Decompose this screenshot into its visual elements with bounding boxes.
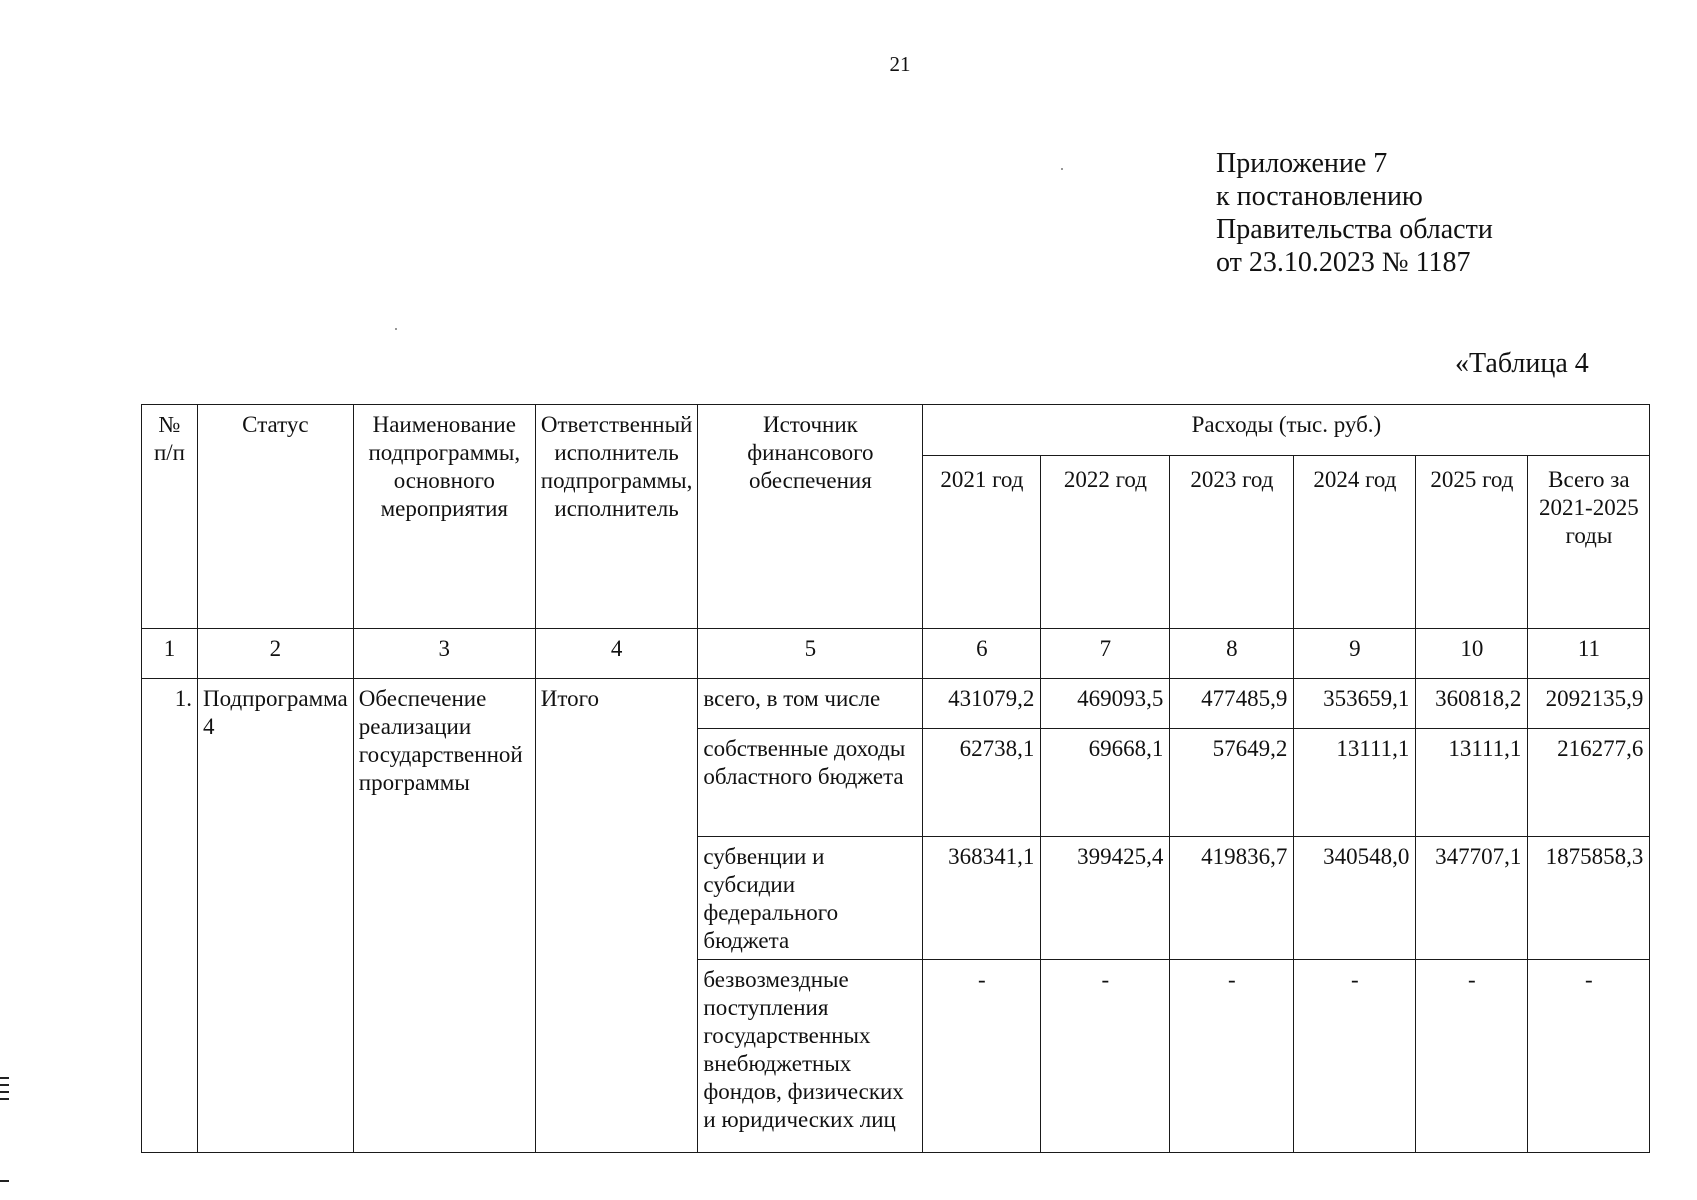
value-cell: 1875858,3 (1528, 837, 1650, 960)
entry-num: 1. (142, 679, 198, 1153)
appendix-line-2: к постановлению (1216, 181, 1423, 212)
appendix-line-3: Правительства области (1216, 214, 1493, 245)
entry-executor: Итого (535, 679, 698, 1153)
header-2024: 2024 год (1294, 456, 1416, 629)
value-cell: 477485,9 (1170, 679, 1294, 729)
column-number: 4 (535, 629, 698, 679)
table-row (142, 679, 1650, 729)
column-number: 6 (923, 629, 1041, 679)
header-row-1 (142, 405, 1650, 456)
column-number: 1 (142, 629, 198, 679)
value-cell: - (1528, 960, 1650, 1153)
value-cell: 340548,0 (1294, 837, 1416, 960)
table-caption: «Таблица 4 (1455, 348, 1589, 379)
column-number: 7 (1041, 629, 1170, 679)
value-cell: 368341,1 (923, 837, 1041, 960)
header-2021: 2021 год (923, 456, 1041, 629)
header-2022: 2022 год (1041, 456, 1170, 629)
appendix-line-1: Приложение 7 (1216, 148, 1388, 179)
column-number: 8 (1170, 629, 1294, 679)
header-num: № п/п (142, 405, 198, 629)
header-2023: 2023 год (1170, 456, 1294, 629)
value-cell: 360818,2 (1416, 679, 1528, 729)
value-cell: 353659,1 (1294, 679, 1416, 729)
margin-mark (0, 1091, 9, 1093)
column-number: 5 (698, 629, 923, 679)
value-cell: 419836,7 (1170, 837, 1294, 960)
value-cell: 62738,1 (923, 729, 1041, 837)
column-number: 9 (1294, 629, 1416, 679)
appendix-line-4: от 23.10.2023 № 1187 (1216, 247, 1471, 278)
header-source: Источник финансового обеспечения (698, 405, 923, 629)
appendix-block (1216, 147, 1493, 279)
margin-mark (0, 1098, 9, 1100)
entry-name: Обеспечение реализации государственной программы (353, 679, 535, 1153)
value-cell: 13111,1 (1294, 729, 1416, 837)
value-cell: 469093,5 (1041, 679, 1170, 729)
margin-mark (0, 1084, 9, 1086)
value-cell: 69668,1 (1041, 729, 1170, 837)
header-executor: Ответственный исполнитель подпрограммы, исполнитель (535, 405, 698, 629)
header-total: Всего за 2021-2025 годы (1528, 456, 1650, 629)
margin-mark (0, 1180, 9, 1182)
column-number: 11 (1528, 629, 1650, 679)
value-cell: - (923, 960, 1041, 1153)
value-cell: 399425,4 (1041, 837, 1170, 960)
value-cell: - (1294, 960, 1416, 1153)
source-cell: субвенции и субсидии федерального бюджета (698, 837, 923, 960)
scan-speck (1061, 168, 1063, 170)
source-cell: всего, в том числе (698, 679, 923, 729)
value-cell: 347707,1 (1416, 837, 1528, 960)
header-expenses: Расходы (тыс. руб.) (923, 405, 1650, 456)
value-cell: 431079,2 (923, 679, 1041, 729)
header-2025: 2025 год (1416, 456, 1528, 629)
budget-table (141, 404, 1650, 1153)
header-name: Наименование подпрограммы, основного мероприятия (353, 405, 535, 629)
scan-speck (395, 328, 397, 330)
page-number: 21 (889, 52, 911, 76)
column-number: 3 (353, 629, 535, 679)
column-number: 10 (1416, 629, 1528, 679)
entry-status: Подпрограмма 4 (198, 679, 354, 1153)
value-cell: 13111,1 (1416, 729, 1528, 837)
value-cell: 57649,2 (1170, 729, 1294, 837)
value-cell: - (1416, 960, 1528, 1153)
source-cell: безвозмездные поступления государственных внебюджетных фондов, физических и юридических лиц (698, 960, 923, 1153)
value-cell: - (1170, 960, 1294, 1153)
header-status: Статус (198, 405, 354, 629)
value-cell: - (1041, 960, 1170, 1153)
source-cell: собственные доходы областного бюджета (698, 729, 923, 837)
value-cell: 216277,6 (1528, 729, 1650, 837)
column-number: 2 (198, 629, 354, 679)
margin-mark (0, 1077, 9, 1079)
value-cell: 2092135,9 (1528, 679, 1650, 729)
column-numbers-row (142, 629, 1650, 679)
